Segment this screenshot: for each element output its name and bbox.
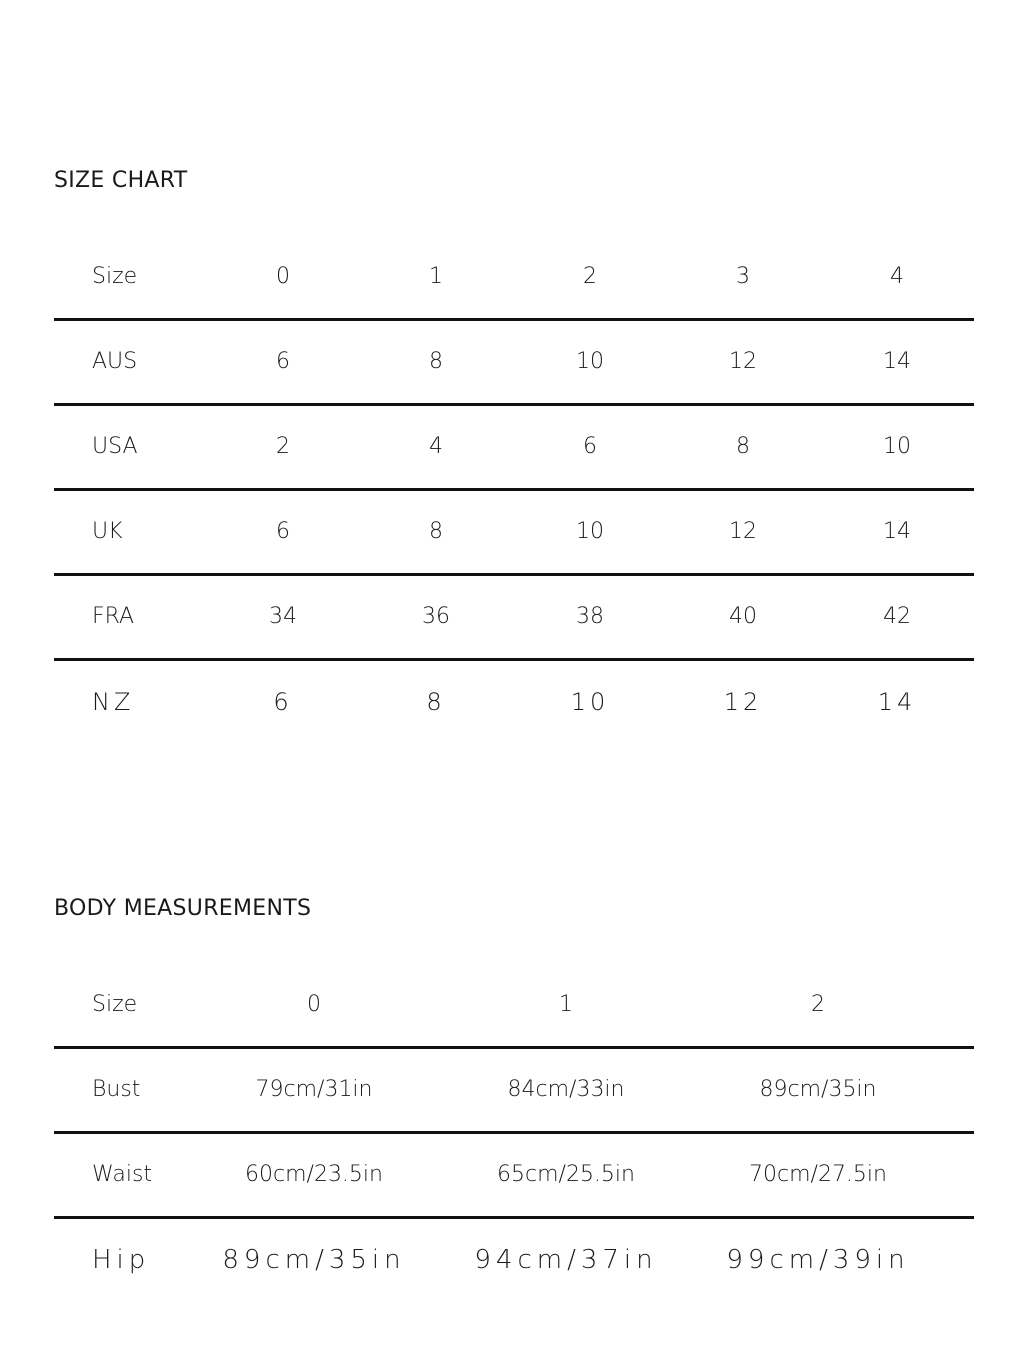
body-measurements-header-cell: 2 — [811, 992, 825, 1017]
body-measurements-title: BODY MEASUREMENTS — [54, 896, 312, 921]
size-chart-cell: 12 — [729, 519, 757, 544]
body-measurements-row-label: Waist — [92, 1162, 153, 1187]
body-measurements-cell: 99cm/39in — [726, 1245, 910, 1275]
size-chart-row-aus — [54, 321, 974, 406]
size-chart-cell: 14 — [877, 688, 917, 716]
size-chart-cell: 10 — [883, 434, 911, 459]
size-chart-row-usa — [54, 406, 974, 491]
body-measurements-cell: 79cm/31in — [255, 1077, 373, 1102]
size-chart-row-label: FRA — [92, 604, 135, 629]
body-measurements-cell: 89cm/35in — [222, 1245, 406, 1275]
size-chart-cell: 14 — [883, 519, 911, 544]
size-chart-cell: 8 — [429, 349, 443, 374]
size-chart-cell: 38 — [576, 604, 604, 629]
body-measurements-header-cell: 0 — [307, 992, 321, 1017]
size-chart-row-label: NZ — [92, 688, 135, 716]
body-measurements-table — [54, 964, 974, 1304]
body-measurements-cell: 70cm/27.5in — [749, 1162, 887, 1187]
size-chart-cell: 6 — [276, 349, 290, 374]
body-measurements-cell: 89cm/35in — [759, 1077, 877, 1102]
size-chart-header-cell: 3 — [736, 264, 750, 289]
size-chart-cell: 8 — [429, 519, 443, 544]
size-chart-header-row — [54, 236, 974, 321]
size-chart-row-fra — [54, 576, 974, 661]
size-chart-header-cell: 1 — [429, 264, 443, 289]
body-measurements-cell: 84cm/33in — [507, 1077, 625, 1102]
body-measurements-header-cell: 1 — [559, 992, 573, 1017]
size-chart-cell: 42 — [883, 604, 911, 629]
size-chart-cell: 10 — [570, 688, 610, 716]
body-measurements-row-label: Hip — [92, 1245, 151, 1275]
body-measurements-row-label: Bust — [92, 1077, 141, 1102]
body-measurements-cell: 60cm/23.5in — [245, 1162, 383, 1187]
size-chart-cell: 10 — [576, 349, 604, 374]
body-measurements-row-hip — [54, 1219, 974, 1304]
body-measurements-cell: 65cm/25.5in — [497, 1162, 635, 1187]
body-measurements-row-bust — [54, 1049, 974, 1134]
size-chart-row-label: UK — [92, 519, 123, 544]
size-chart-cell: 6 — [273, 688, 293, 716]
size-chart-cell: 6 — [583, 434, 597, 459]
size-chart-cell: 2 — [276, 434, 290, 459]
size-chart-cell: 8 — [426, 688, 446, 716]
size-chart-row-label: USA — [92, 434, 138, 459]
size-chart-cell: 40 — [729, 604, 757, 629]
size-chart-cell: 14 — [883, 349, 911, 374]
size-chart-cell: 12 — [723, 688, 763, 716]
size-chart-header-cell: 0 — [276, 264, 290, 289]
size-chart-header-label: Size — [92, 264, 138, 289]
size-chart-cell: 10 — [576, 519, 604, 544]
size-chart-cell: 8 — [736, 434, 750, 459]
body-measurements-header-row — [54, 964, 974, 1049]
size-chart-cell: 4 — [429, 434, 443, 459]
size-chart-cell: 34 — [269, 604, 297, 629]
size-chart-cell: 12 — [729, 349, 757, 374]
body-measurements-cell: 94cm/37in — [474, 1245, 658, 1275]
body-measurements-header-label: Size — [92, 992, 138, 1017]
size-chart-cell: 36 — [422, 604, 450, 629]
size-chart-header-cell: 4 — [890, 264, 904, 289]
size-chart-row-uk — [54, 491, 974, 576]
size-chart-cell: 6 — [276, 519, 290, 544]
size-chart-header-cell: 2 — [583, 264, 597, 289]
size-chart-table — [54, 236, 974, 746]
size-chart-row-label: AUS — [92, 349, 138, 374]
size-chart-row-nz — [54, 661, 974, 746]
size-chart-title: SIZE CHART — [54, 168, 188, 193]
body-measurements-row-waist — [54, 1134, 974, 1219]
